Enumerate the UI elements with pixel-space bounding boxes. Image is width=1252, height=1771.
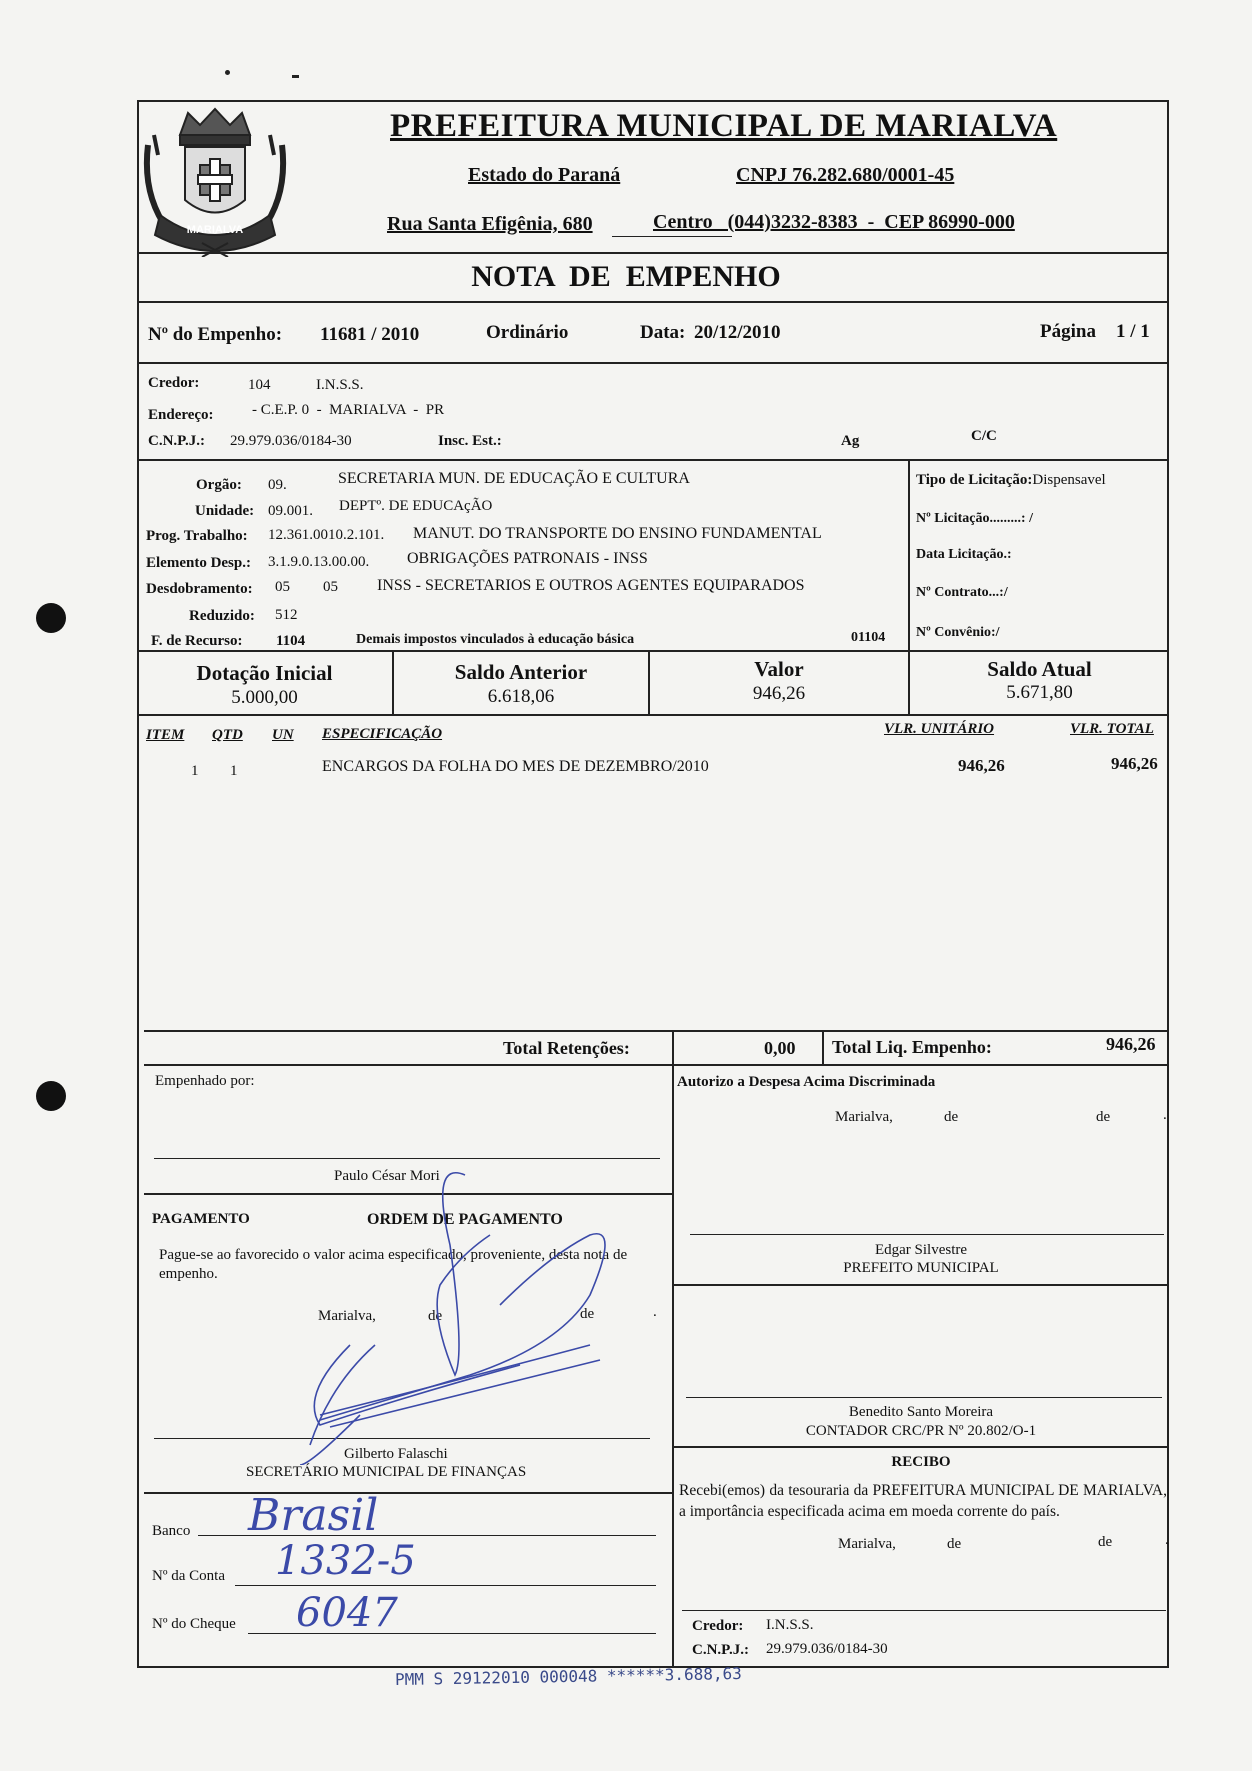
desdobramento-code2: 05 — [323, 579, 338, 595]
row-vlr-total: 946,26 — [1111, 754, 1158, 773]
col-item: ITEM — [146, 727, 185, 743]
col-un: UN — [272, 727, 294, 743]
empenhado-name: Paulo César Mori — [334, 1168, 440, 1184]
col-qtd: QTD — [212, 727, 243, 743]
prefeito-name: Edgar Silvestre — [874, 1242, 968, 1258]
divider — [137, 650, 1169, 652]
secretario-title: SECRETÁRIO MUNICIPAL DE FINANÇAS — [246, 1464, 527, 1480]
credor-cnpj: 29.979.036/0184-30 — [230, 433, 352, 449]
date-de-3: de — [947, 1536, 962, 1552]
svg-text:MARIALVA: MARIALVA — [186, 224, 244, 236]
dotacao-label: Dotação Inicial — [196, 661, 333, 685]
prog-value: MANUT. DO TRANSPORTE DO ENSINO FUNDAMENTAL — [413, 525, 822, 542]
date-de-4: de — [1098, 1534, 1113, 1550]
date-de-2: de — [580, 1306, 595, 1322]
date-de-1: de — [428, 1308, 443, 1324]
insc-est-label: Insc. Est.: — [438, 433, 502, 449]
row-item: 1 — [191, 763, 199, 779]
municipal-seal-icon — [140, 105, 290, 257]
dotacao-value: 5.000,00 — [231, 687, 298, 708]
conta-handwritten: 1332-5 — [275, 1538, 416, 1584]
credor-name: I.N.S.S. — [316, 377, 364, 393]
divider — [137, 252, 1169, 254]
marialva-date-label: Marialva, — [838, 1536, 896, 1552]
col-vlr-total: VLR. TOTAL — [1070, 721, 1154, 737]
divider — [137, 714, 1169, 716]
punch-hole — [36, 1081, 66, 1111]
scan-speck — [225, 70, 230, 75]
cc-label: C/C — [971, 428, 997, 444]
credor-label: Credor: — [148, 375, 200, 391]
signature-line — [686, 1397, 1162, 1398]
prog-label: Prog. Trabalho: — [146, 528, 248, 544]
banco-handwritten: Brasil — [248, 1490, 379, 1541]
vertical-divider — [822, 1030, 824, 1066]
orgao-label: Orgão: — [196, 477, 242, 493]
divider — [137, 362, 1169, 364]
prefeito-title: PREFEITO MUNICIPAL — [843, 1260, 999, 1276]
date-de-2: de — [1096, 1109, 1111, 1125]
date-dot: . — [1163, 1107, 1167, 1123]
contador-name: Benedito Santo Moreira — [848, 1404, 994, 1420]
header-cnpj: CNPJ 76.282.680/0001-45 — [736, 164, 955, 186]
cnpj-label: C.N.P.J.: — [148, 433, 205, 449]
recibo-credor-label: Credor: — [692, 1618, 744, 1634]
bank-stamp: PMM S 29122010 000048 ******3.688,63 — [394, 1663, 742, 1690]
col-especificacao: ESPECIFICAÇÃO — [322, 726, 443, 742]
page-label: Página — [1040, 321, 1096, 342]
signature-line — [154, 1158, 660, 1159]
conta-line — [235, 1585, 656, 1586]
recurso-value: Demais impostos vinculados à educação básica — [356, 632, 635, 647]
empenho-number: 11681 / 2010 — [320, 324, 420, 345]
vertical-divider — [672, 1030, 674, 1066]
unidade-label: Unidade: — [195, 503, 255, 519]
divider — [144, 1064, 1169, 1066]
elemento-code: 3.1.9.0.13.00.00. — [268, 554, 370, 570]
recurso-label: F. de Recurso: — [151, 633, 243, 649]
saldo-anterior-value: 6.618,06 — [487, 686, 555, 707]
orgao-code: 09. — [268, 477, 287, 493]
endereco-label: Endereço: — [148, 407, 214, 423]
divider — [673, 1284, 1169, 1286]
recibo-title: RECIBO — [891, 1454, 951, 1470]
header-state: Estado do Paraná — [468, 164, 621, 186]
reduzido-label: Reduzido: — [189, 608, 255, 624]
recibo-cnpj: 29.979.036/0184-30 — [766, 1641, 888, 1657]
liq-empenho-label: Total Liq. Empenho: — [832, 1037, 992, 1057]
date-de-1: de — [944, 1109, 959, 1125]
recibo-cnpj-label: C.N.P.J.: — [692, 1642, 749, 1658]
licitacao-tipo: Tipo de Licitação:Dispensavel — [916, 472, 1106, 488]
punch-hole — [36, 603, 66, 633]
ag-label: Ag — [841, 433, 860, 449]
elemento-value: OBRIGAÇÕES PATRONAIS - INSS — [407, 550, 648, 567]
header-title: PREFEITURA MUNICIPAL DE MARIALVA — [390, 108, 1058, 144]
marialva-date-label: Marialva, — [318, 1308, 376, 1324]
desdobramento-label: Desdobramento: — [146, 581, 253, 597]
desdobramento-code1: 05 — [275, 579, 290, 595]
licitacao-convenio: Nº Convênio:/ — [916, 625, 1000, 640]
valor-label: Valor — [754, 657, 804, 681]
credor-code: 104 — [248, 377, 271, 393]
divider — [137, 301, 1169, 303]
licitacao-data: Data Licitação.: — [916, 547, 1012, 562]
scan-speck — [292, 75, 299, 78]
credor-address: - C.E.P. 0 - MARIALVA - PR — [252, 402, 445, 418]
marialva-date-label: Marialva, — [835, 1109, 893, 1125]
empenho-type: Ordinário — [486, 322, 569, 343]
saldo-anterior-label: Saldo Anterior — [454, 660, 588, 684]
licitacao-numero: Nº Licitação.........: / — [916, 511, 1033, 526]
signature-line — [682, 1610, 1166, 1611]
saldo-atual-value: 5.671,80 — [1006, 682, 1073, 703]
doc-title: NOTA DE EMPENHO — [471, 260, 781, 293]
orgao-value: SECRETARIA MUN. DE EDUCAÇÃO E CULTURA — [338, 470, 690, 487]
divider — [673, 1446, 1169, 1448]
row-vlr-unitario: 946,26 — [958, 756, 1005, 775]
unidade-value: DEPTº. DE EDUCAçÃO — [339, 498, 493, 514]
reduzido-value: 512 — [275, 607, 298, 623]
recibo-text: Recebi(emos) da tesouraria da PREFEITURA MUNICIPAL DE MARIALVA, a importância especificada acima em moeda corrente do país. — [679, 1482, 1167, 1520]
divider — [144, 1030, 1169, 1032]
valor-value: 946,26 — [752, 683, 806, 704]
licitacao-contrato: Nº Contrato...:/ — [916, 585, 1008, 600]
autorizo-label: Autorizo a Despesa Acima Discriminada — [677, 1074, 936, 1090]
secretario-name: Gilberto Falaschi — [344, 1446, 448, 1462]
unidade-code: 09.001. — [268, 503, 313, 519]
recibo-credor: I.N.S.S. — [766, 1617, 814, 1633]
col-vlr-unitario: VLR. UNITÁRIO — [884, 721, 995, 737]
banco-label: Banco — [152, 1523, 191, 1539]
cheque-handwritten: 6047 — [296, 1590, 398, 1636]
cheque-label: Nº do Cheque — [152, 1616, 236, 1632]
signature-line — [690, 1234, 1164, 1235]
saldo-atual-label: Saldo Atual — [987, 657, 1092, 681]
desdobramento-value: INSS - SECRETARIOS E OUTROS AGENTES EQUIPARADOS — [377, 577, 805, 594]
header-contact: Centro (044)3232-8383 - CEP 86990-000 — [653, 211, 1015, 233]
empenho-date: 20/12/2010 — [694, 322, 781, 343]
divider — [144, 1492, 672, 1494]
empenho-label: Nº do Empenho: — [148, 324, 283, 345]
row-especificacao: ENCARGOS DA FOLHA DO MES DE DEZEMBRO/2010 — [322, 758, 709, 775]
date-dot: . — [1165, 1532, 1169, 1548]
recurso-code2: 01104 — [851, 630, 886, 645]
liq-empenho-value: 946,26 — [1106, 1034, 1156, 1054]
retencoes-value: 0,00 — [764, 1038, 796, 1058]
ordem-pagamento-label: ORDEM DE PAGAMENTO — [367, 1211, 563, 1228]
row-qtd: 1 — [230, 763, 238, 779]
recurso-code: 1104 — [276, 633, 306, 649]
header-address: Rua Santa Efigênia, 680 — [387, 213, 593, 235]
empenho-date-label: Data: — [640, 322, 686, 343]
conta-label: Nº da Conta — [152, 1568, 225, 1584]
underline-filler — [612, 236, 732, 237]
signature-scribble — [290, 1165, 690, 1465]
elemento-label: Elemento Desp.: — [146, 555, 251, 571]
retencoes-label: Total Retenções: — [503, 1038, 630, 1058]
date-dot: . — [653, 1304, 657, 1320]
divider — [137, 459, 1169, 461]
pagamento-label: PAGAMENTO — [152, 1211, 250, 1227]
empenhado-label: Empenhado por: — [155, 1073, 255, 1089]
pague-text: Pague-se ao favorecido o valor acima especificado, proveniente, desta nota de empenho. — [159, 1247, 628, 1282]
contador-title: CONTADOR CRC/PR Nº 20.802/O-1 — [805, 1423, 1037, 1439]
prog-code: 12.361.0010.2.101. — [268, 527, 385, 543]
page-number: 1 / 1 — [1116, 321, 1150, 342]
